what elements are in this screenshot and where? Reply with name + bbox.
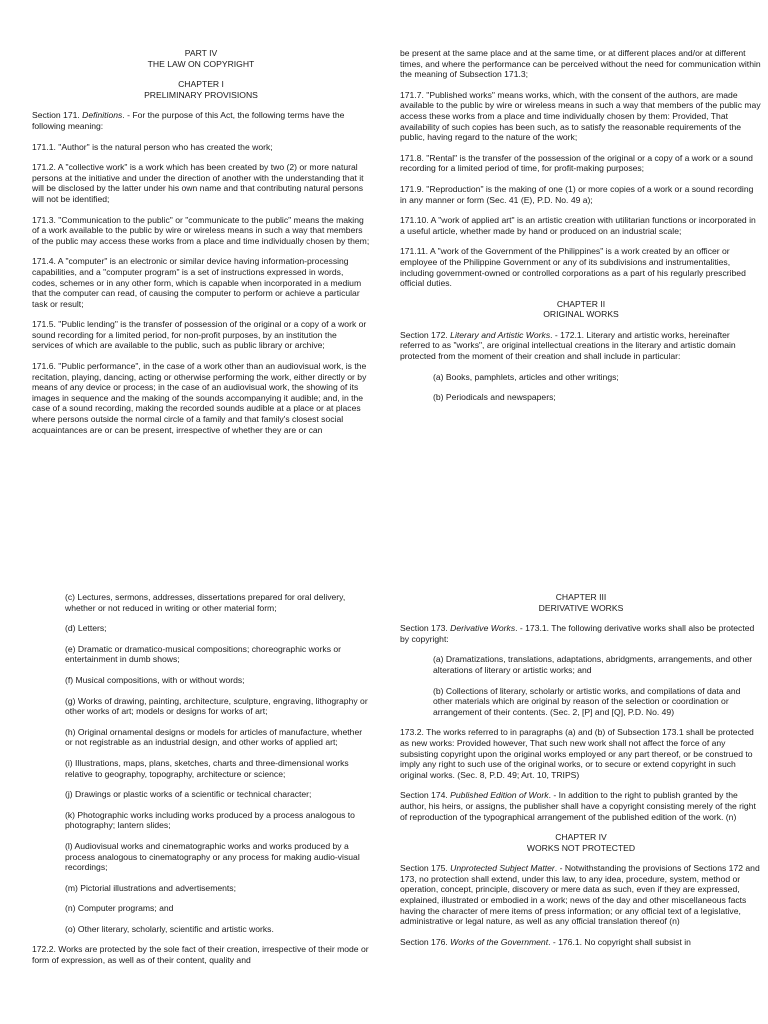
paragraph-172-2: 172.2. Works are protected by the sole fact of their creation, irrespective of their mode or form of expression, as well as of their content, quality and (32, 944, 369, 966)
section-172: Section 172. Literary and Artistic Works. - 172.1. Literary and artistic works, hereinafter referred to as "works", are original intellectual creations in the literary and artistic domain protected from the moment of their creation and shall include in particular: (400, 329, 736, 362)
chapter-3-heading (400, 592, 762, 613)
chapter-title: WORKS NOT PROTECTED (526, 842, 636, 853)
chapter-title: DERIVATIVE WORKS (538, 602, 624, 613)
paragraph-171-6-continued: be present at the same place and at the same time, or at different places and/or at different times, and where the performance can be perceived without the need for communication within the meaning of Subsection 171.3; (400, 48, 761, 80)
top-right-column (400, 48, 762, 413)
list-item-l: (l) Audiovisual works and cinematographic works and works produced by a process analogous to cinematography or any process for making audio-visual recordings; (65, 840, 360, 873)
section-171: Section 171. Definitions. - For the purpose of this Act, the following terms have the following meaning: (32, 110, 345, 131)
chapter-number: CHAPTER III (555, 592, 607, 602)
part-heading (32, 48, 370, 69)
list-item-e: (e) Dramatic or dramatico-musical compositions; choreographic works or entertainment in dumb shows; (65, 643, 342, 665)
bottom-right-column (400, 592, 762, 957)
paragraph-171-8: 171.8. "Rental" is the transfer of the possession of the original or a copy of a work or a sound recording for a limited period of time, for profit-making purposes; (400, 152, 753, 174)
chapter-number: CHAPTER I (178, 79, 224, 90)
paragraph-173-2: 173.2. The works referred to in paragraphs (a) and (b) of Subsection 173.1 shall be protected as new works: Provided however, That such new work shall not affect the force of any subsisting copyright upon the original works employed or any part thereof, or be construed to imply any right to such use of the original works, or to secure or extend copyright in such original works. (Sec. 8, P.D. 49; Art. 10, TRIPS) (400, 727, 754, 780)
paragraph-171-3: 171.3. "Communication to the public" or "communicate to the public" means the making of a work available to the public by wire or wireless means in such a way that members of the public may access these works from a place and time individually chosen by them; (32, 214, 370, 246)
paragraph-171-11: 171.11. A "work of the Government of the Philippines" is a work created by an officer or employee of the Philippine Government or any of its subdivisions and instrumentalities, including government-owned or controlled corporations as a part of his regularly prescribed official duties. (400, 246, 746, 289)
section-173: Section 173. Derivative Works. - 173.1. The following derivative works shall also be protected by copyright: (400, 623, 755, 644)
list-item-o: (o) Other literary, scholarly, scientific and artistic works. (65, 923, 274, 934)
chapter-title: ORIGINAL WORKS (543, 309, 619, 320)
paragraph-171-5: 171.5. "Public lending" is the transfer of possession of the original or a copy of a work or sound recording for a limited period, for non-profit purposes, by an institution the services of which are available to the public, such as public library or archive; (32, 319, 367, 351)
list-item-a: (a) Dramatizations, translations, adaptations, abridgments, arrangements, and other alterations of literary or artistic works; and (433, 654, 753, 675)
list-item-g: (g) Works of drawing, painting, architecture, sculpture, engraving, lithography or other works of art; models or designs for works of art; (65, 695, 368, 717)
paragraph-171-10: 171.10. A "work of applied art" is an artistic creation with utilitarian functions or incorporated in a useful article, whether made by hand or produced on an industrial scale; (400, 215, 756, 236)
list-item-d: (d) Letters; (65, 623, 107, 634)
paragraph-171-1: 171.1. "Author" is the natural person who has created the work; (32, 141, 273, 152)
top-left-column (32, 48, 370, 445)
list-item-n: (n) Computer programs; and (65, 903, 174, 914)
chapter-4-heading (400, 832, 762, 853)
chapter-number: CHAPTER II (556, 298, 606, 309)
paragraph-171-2: 171.2. A "collective work" is a work which has been created by two (2) or more natural persons at the initiative and under the direction of another with the understanding that it will be disclosed by the latter under his own name and that contributing natural persons will not be identified; (32, 162, 364, 204)
list-item-j: (j) Drawings or plastic works of a scientific or technical character; (65, 789, 312, 800)
section-174: Section 174. Published Edition of Work. - In addition to the right to publish granted by the author, his heirs, or assigns, the publisher shall have a copyright consisting merely of the right of reproduction of the typographical arrangement of the published edition of the work. (n) (400, 790, 756, 822)
section-176: Section 176. Works of the Government. - 176.1. No copyright shall subsist in (400, 936, 691, 947)
part-title: THE LAW ON COPYRIGHT (147, 58, 255, 69)
chapter-number: CHAPTER IV (555, 832, 607, 843)
chapter-heading (32, 79, 370, 100)
list-item-b: (b) Periodicals and newspapers; (433, 392, 556, 403)
list-item-f: (f) Musical compositions, with or without words; (65, 674, 245, 685)
paragraph-171-6: 171.6. "Public performance", in the case of a work other than an audiovisual work, is the recitation, playing, dancing, acting or otherwise performing the work, either directly or by means of any device or process; in the case of an audiovisual work, the showing of its images in sequence and the making of the sounds accompanying it audible; and, in the case of a sound recording, making the recorded sounds audible at a place or at places where persons outside the normal circle of a family and that family's closest social acquaintances are or can be present, irrespective of whether they are or can (32, 361, 367, 435)
part-number: PART IV (184, 48, 218, 58)
bottom-left-column (32, 592, 370, 976)
section-175: Section 175. Unprotected Subject Matter. - Notwithstanding the provisions of Sections 172 and 173, no protection shall extend, under this law, to any idea, procedure, system, method or operation, concept, principle, discovery or mere data as such, even if they are expressed, explained, illustrated or embodied in a work; news of the day and other miscellaneous facts having the character of mere items of press information; or any official text of a legislative, administrative or legal nature, as well as any official translation thereof (n) (400, 863, 760, 927)
list-item-i: (i) Illustrations, maps, plans, sketches, charts and three-dimensional works relative to geography, topography, architecture or science; (65, 757, 349, 779)
paragraph-171-4: 171.4. A "computer" is an electronic or similar device having information-processing capabilities, and a "computer program" is a set of instructions expressed in words, codes, schemes or in any other form, which is capable when incorporated in a medium that the computer can read, of causing the computer to perform or achieve a particular task or result; (32, 256, 362, 309)
list-item-h: (h) Original ornamental designs or models for articles of manufacture, whether or not registrable as an industrial design, and other works of applied art; (65, 726, 363, 748)
paragraph-171-9: 171.9. "Reproduction" is the making of one (1) or more copies of a work or a sound recording in any manner or form (Sec. 41 (E), P.D. No. 49 a); (400, 183, 754, 205)
list-item-k: (k) Photographic works including works produced by a process analogous to photography; lantern slides; (65, 809, 355, 831)
list-item-m: (m) Pictorial illustrations and advertisements; (65, 882, 236, 893)
list-item-b: (b) Collections of literary, scholarly or artistic works, and compilations of data and other materials which are original by reason of the selection or coordination or arrangement of their contents. (Sec. 2, [P] and [Q], P.D. No. 49) (433, 685, 741, 717)
list-item-c: (c) Lectures, sermons, addresses, dissertations prepared for oral delivery, whether or not reduced in writing or other material form; (65, 592, 346, 613)
list-item-a: (a) Books, pamphlets, articles and other writings; (433, 371, 619, 382)
chapter-2-heading (400, 299, 762, 320)
chapter-title: PRELIMINARY PROVISIONS (144, 89, 258, 100)
paragraph-171-7: 171.7. "Published works" means works, which, with the consent of the authors, are made available to the public by wire or wireless means in such a way that members of the public may access these works from a place and time individually chosen by them: Provided, That availability of such copies has been such, as to satisfy the reasonable requirements of the public, having regard to the nature of the work; (400, 89, 761, 143)
